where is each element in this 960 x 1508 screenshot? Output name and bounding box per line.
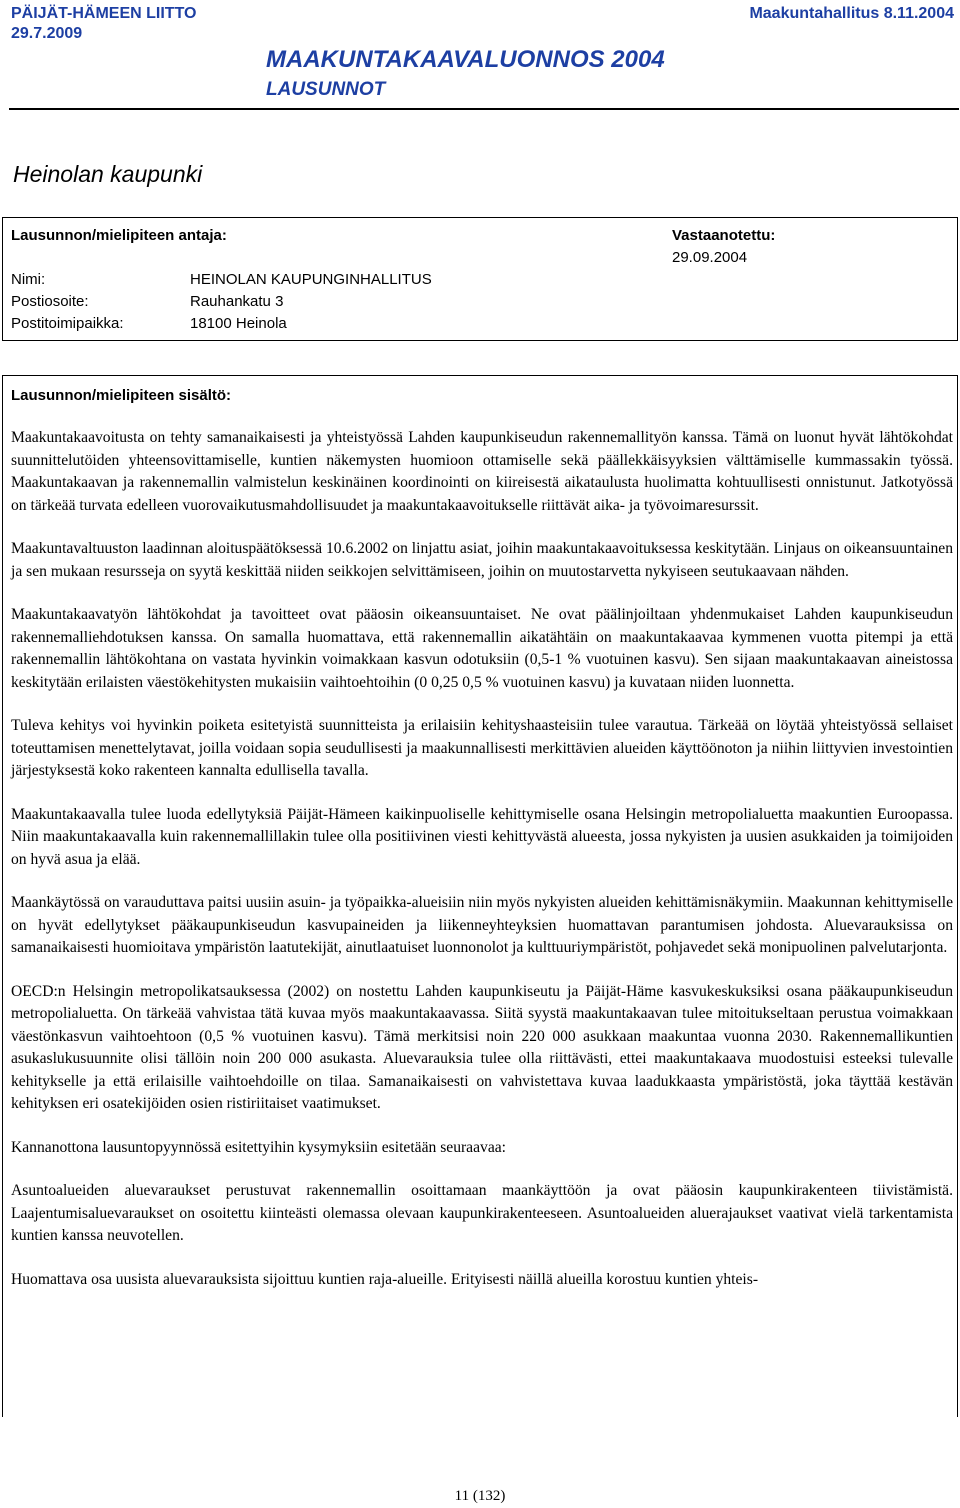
document-title: MAAKUNTAKAAVALUONNOS 2004: [266, 46, 665, 73]
address-label: Postiosoite:: [11, 293, 89, 310]
paragraph: Maakuntakaavatyön lähtökohdat ja tavoitteet ovat pääosin oikeansuuntaiset. Ne ovat päälinjoiltaan yhdenmukaiset Lahden kaupunkiseudun rakennemalliehdotuksen kanssa. On samalla huomattava, että rakennemallin aikatähtäin on maakuntakaavaa kymmenen vuotta pitempi ja että rakennemallin lähtökohtana on vastata hyvinkin voimakkaan kasvun odotuksiin (0,5-1 % vuotuinen kasvu). Sen sijaan maakuntakaavan aineistossa keskitytään erilaisten väestökehitysten mukaisiin vaihtoehtoihin (0 0,25 0,5 % vuotuinen kasvu) ja kuvataan niiden luonnetta.: [11, 606, 953, 691]
content-title: Lausunnon/mielipiteen sisältö:: [11, 387, 232, 404]
paragraph: Maakuntakaavoitusta on tehty samanaikaisesti ja yhteistyössä Lahden kaupunkiseudun rakennemallityön kanssa. Tämä on luonut hyvät lähtökohdat suunnittelutöiden yhteensovittamiselle, kuntien näkemysten huomioon ottamiselle sekä päällekkäisyyksien välttämiselle kummassakin työssä. Maakuntakaavan ja rakennemallin valmistelun keskinäinen koordinointi on kiireisestä aikataulusta huolimatta kohtuullisesti onnistunut. Jatkotyössä on tärkeää turvata edelleen vuorovaikutusmahdollisuudet ja maakuntakaavoitukselle riittävät aika- ja työvoimaresurssit.: [11, 429, 953, 514]
document-date: 29.7.2009: [11, 25, 83, 42]
city-heading: Heinolan kaupunki: [13, 161, 203, 187]
paragraph: Kannanottona lausuntopyynnössä esitettyihin kysymyksiin esitetään seuraavaa:: [11, 1138, 506, 1156]
postal-label: Postitoimipaikka:: [11, 315, 124, 332]
paragraph: OECD:n Helsingin metropolikatsauksessa (2002) on nostettu Lahden kaupunkiseutu ja Päijät-Häme kasvukeskuksiksi osana pääkaupunkiseudun metropolialuetta. On tärkeää vahvistaa tätä kuvaa myös maakuntakaavassa. Siitä syystä maakuntakaavan tulee mitoitukseltaan perustua voimakkaan väestönkasvun vaihtoehtoon (0,5 % vuotuinen kasvu). Tämä merkitsisi noin 220 000 asukkaan maakuntaa vuonna 2030. Rakennemallikuntien asukaslukusuunnite olisi tällöin noin 200 000 asukasta. Aluevarauksia tulee olla riittävästi, ettei maakuntakaava muodostuisi esteeksi tulevalle kehitykselle ja että erilaisille vaihtoehdoille on tilaa. Samanaikaisesti on vahvistettava kuvaa laadukkaasta ympäristöstä, joka täyttää kestävän kehityksen eri osatekijöiden osien ristiriitaiset vaatimukset.: [11, 982, 953, 1112]
submitter-info-box: [2, 217, 958, 341]
statement-body: [11, 427, 953, 1291]
paragraph: Maakuntavaltuuston laadinnan aloituspäätöksessä 10.6.2002 on linjattu asiat, joihin maakuntakaavoituksessa keskitytään. Linjaus on oikeansuuntainen ja sen mukaan resursseja on syytä keskittää niiden seikkojen selvittämiseen, joihin on muutostarvetta nykyiseen seutukaavaan nähden.: [11, 540, 953, 580]
paragraph: Tuleva kehitys voi hyvinkin poiketa esitetyistä suunnitteista ja erilaisiin kehityshaasteisiin tulee varautua. Tärkeää on löytää yhteistyössä sellaiset toteuttamisen menettelytavat, joilla voidaan sopia seudullisesti ja maakunnallisesti merkittävien alueiden käyttöönoton ja niihin liittyvien investointien järjestyksestä koko rakenteen kannalta edullisella tavalla.: [11, 717, 953, 779]
name-value: HEINOLAN KAUPUNGINHALLITUS: [190, 271, 432, 288]
paragraph: Maakuntakaavalla tulee luoda edellytyksiä Päijät-Hämeen kaikinpuoliselle kehittymiselle osana Helsingin metropolialuetta maakuntien Euroopassa. Niin maakuntakaavalla kuin rakennemallillakin tulee olla positiivinen viesti kehittyvästä alueesta, jossa nykyisten ja uusien asukkaiden ja toimijoiden on hyvä asua ja elää.: [11, 805, 953, 868]
statement-content-box: [2, 375, 958, 1417]
header-divider: [9, 108, 959, 110]
organization-name: PÄIJÄT-HÄMEEN LIITTO: [11, 5, 197, 22]
received-date: 29.09.2004: [672, 249, 748, 266]
paragraph: Asuntoalueiden aluevaraukset perustuvat rakennemallin osoittamaan maankäyttöön ja ovat pääosin kaupunkirakenteen tiivistämistä. Laajentumisaluevaraukset on osoitettu kiinteästi olemassa olevaan kaupunkirakenteeseen. Asuntoalueiden aluerajaukset vaativat vielä tarkentamista kuntien kanssa neuvotellen.: [11, 1182, 953, 1244]
page-number: 11 (132): [454, 1488, 506, 1504]
document-subtitle: LAUSUNNOT: [266, 79, 386, 100]
council-meeting: Maakuntahallitus 8.11.2004: [749, 5, 954, 22]
address-value: Rauhankatu 3: [190, 293, 284, 310]
document-header-left: [11, 4, 197, 44]
paragraph: Maankäytössä on varauduttava paitsi uusiin asuin- ja työpaikka-alueisiin niin myös nykyisten alueiden kehittämisnäkymiin. Maakunnan kehittymiselle on hyvät edellytykset pääkaupunkiseudun kasvupaineiden ja liikenneyhteyksien huomattavan parantumisen johdosta. Aluevarauksissa on samanaikaisesti huomioitava ympäristön laatutekijät, ainutlaatuiset luonnonolot ja kulttuuriympäristöt, pohjavedet sekä monipuolinen palvelutarjonta.: [11, 894, 953, 956]
postal-value: 18100 Heinola: [190, 315, 287, 332]
paragraph: Huomattava osa uusista aluevarauksista sijoittuu kuntien raja-alueille. Erityisesti näillä alueilla korostuu kuntien yhteis-: [11, 1270, 759, 1288]
name-label: Nimi:: [11, 271, 46, 288]
received-label: Vastaanotettu:: [672, 227, 776, 244]
giver-label: Lausunnon/mielipiteen antaja:: [11, 227, 227, 244]
